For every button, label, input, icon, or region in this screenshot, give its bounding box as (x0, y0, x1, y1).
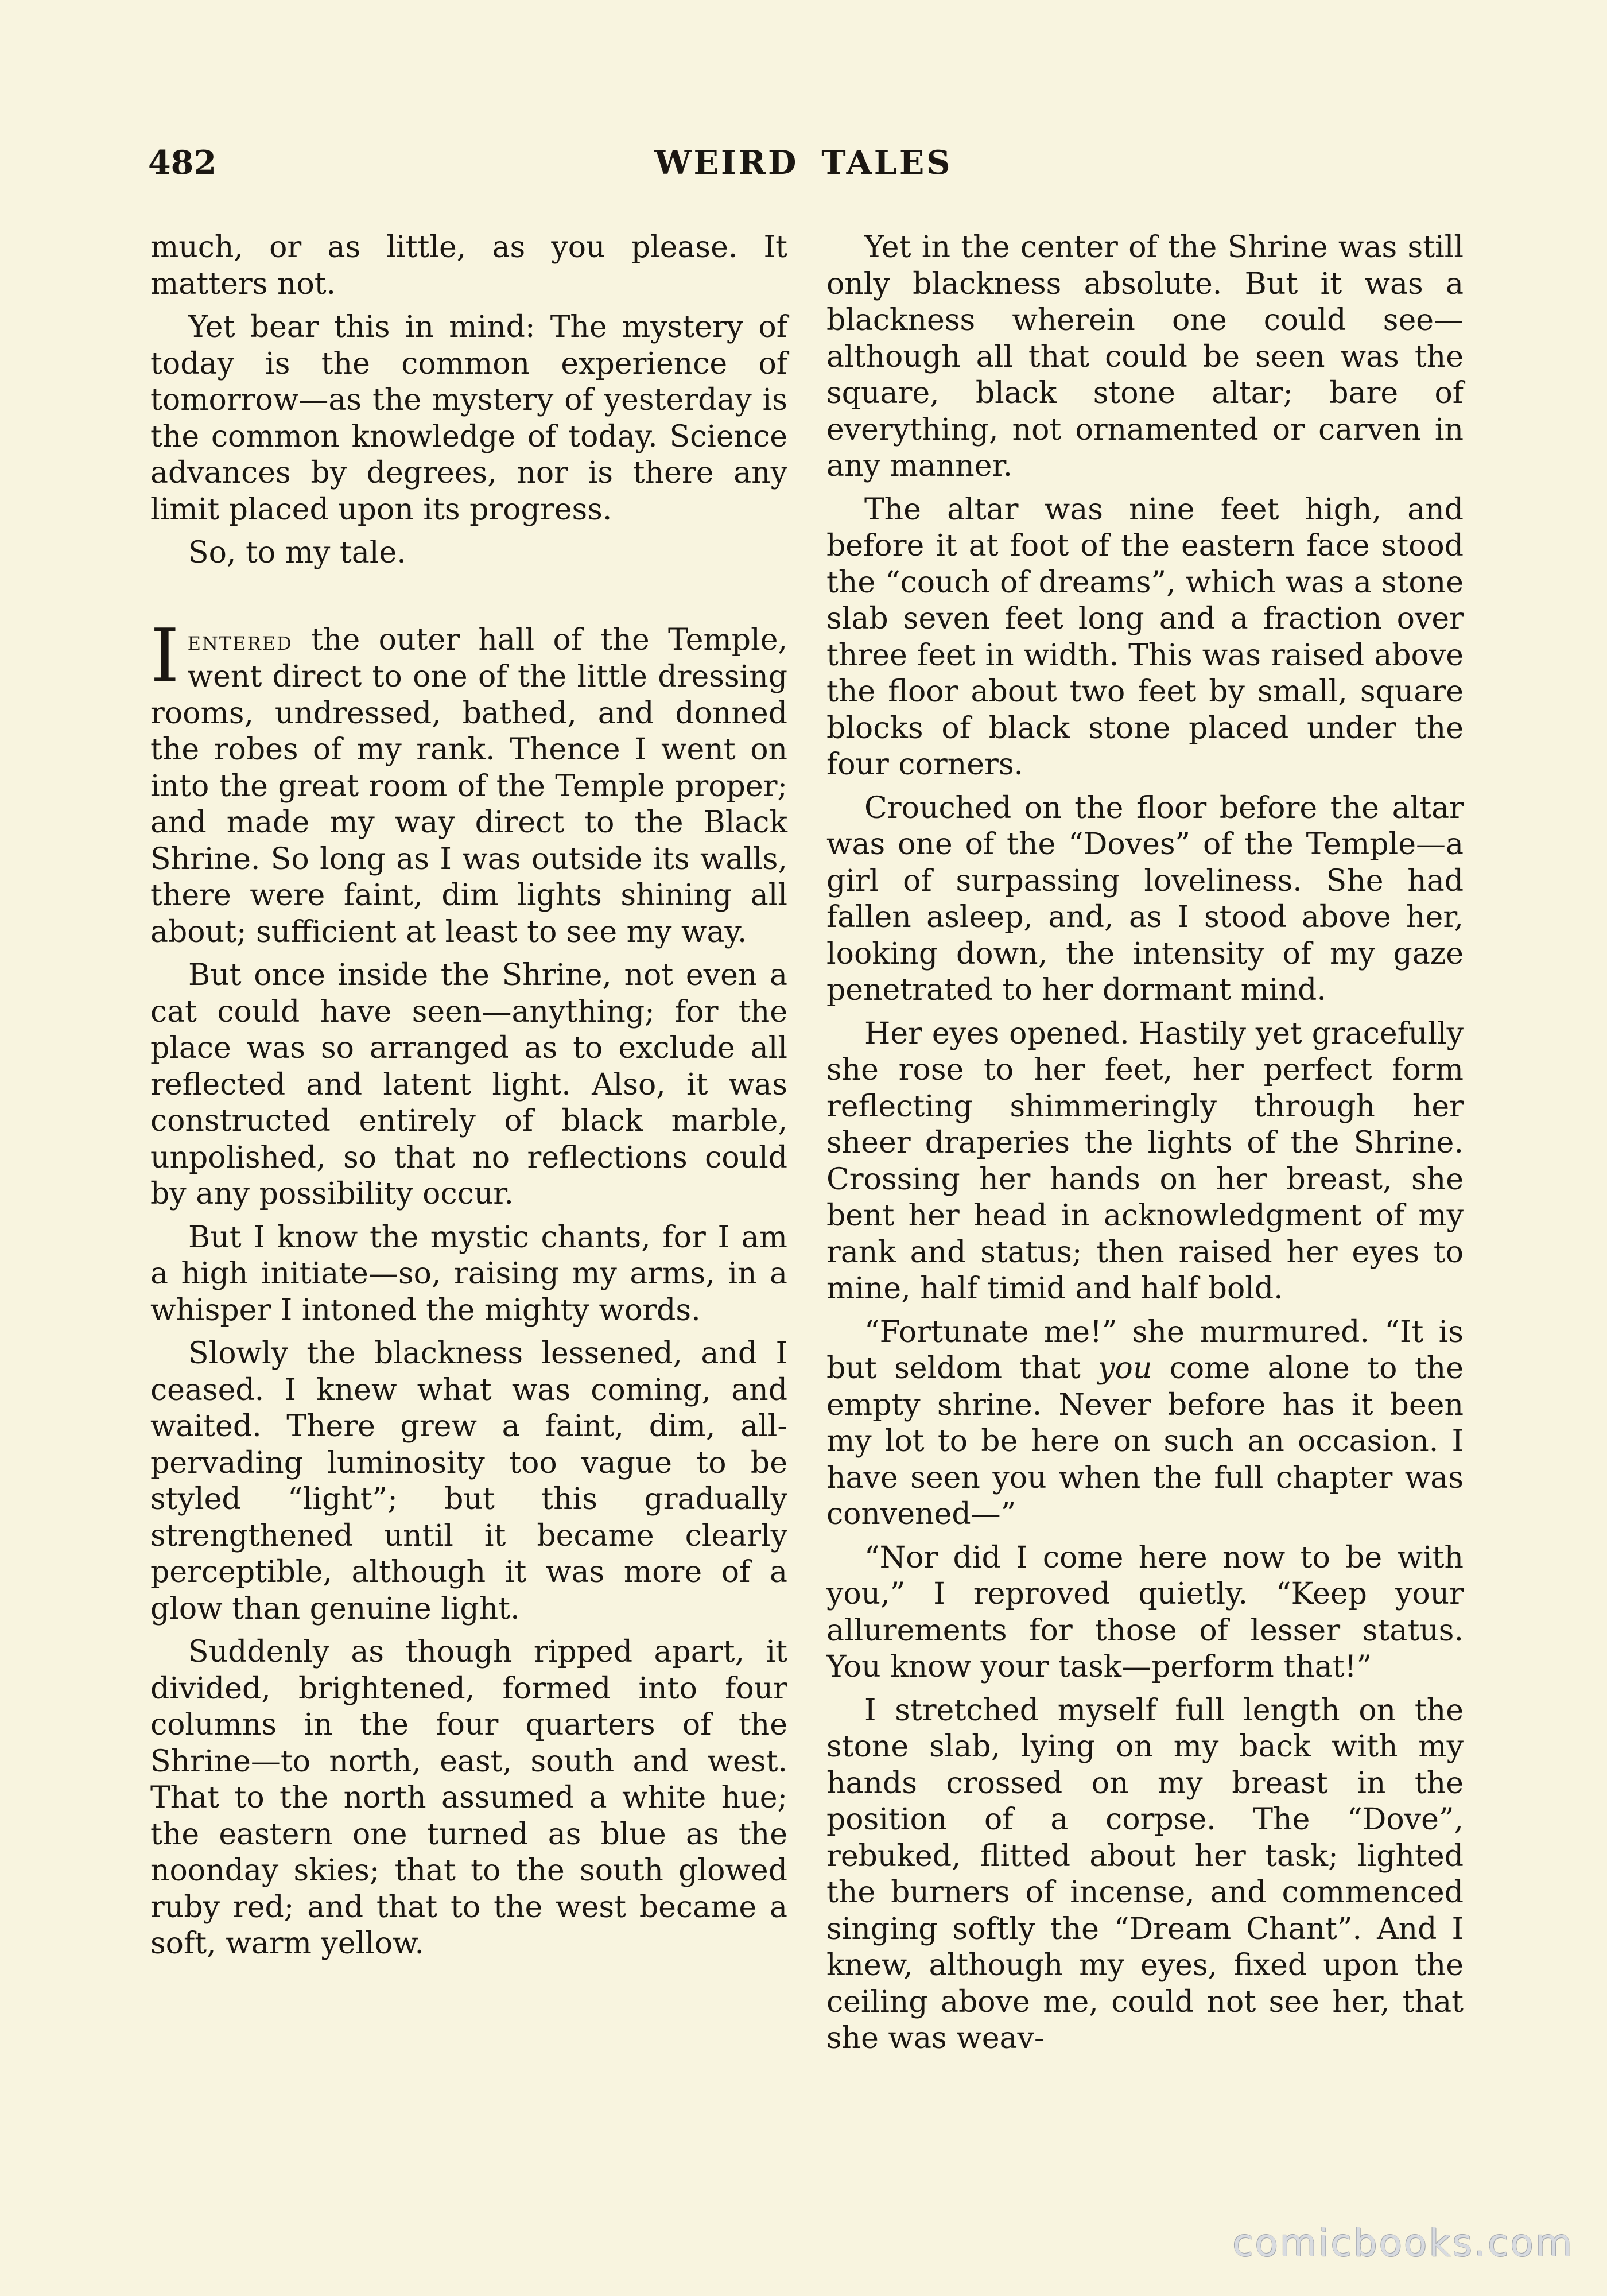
paragraph: So, to my tale. (188, 536, 406, 570)
dialogue-paragraph: “Nor did I come here now to be with you,” I reproved quietly. “Keep your allurements for those of lesser status. You know your task—perform that!” (826, 1540, 1464, 1684)
paragraph-text: “Fortunate me!” she murmured. “It is but seldom that (826, 1314, 1464, 1386)
section-opening-paragraph (150, 613, 787, 951)
running-head-title: WEIRD TALES (654, 144, 953, 182)
paragraph: Crouched on the floor before the altar was one of the “Doves” of the Temple—a girl of surpassing loveliness. She had fallen asleep, and, as I stood above her, looking down, the intensity of my gaze penetrated to her dormant mind. (826, 790, 1464, 1007)
dialogue-paragraph (826, 1314, 1464, 1533)
page-number: 482 (148, 144, 216, 182)
paragraph: Yet in the center of the Shrine was still only blackness absolute. But it was a blackness wherein one could see—although all that could be seen was the square, black stone altar; bare of everything, not ornamented or carven in any manner. (826, 230, 1464, 483)
paragraph: Slowly the blackness lessened, and I ceased. I knew what was coming, and waited. There grew a faint, dim, all-pervading luminosity too vague to be styled “light”; but this gradually strengthened until it became clearly perceptible, although it was more of a glow than genuine light. (150, 1336, 787, 1626)
paragraph-text: come alone to the empty shrine. Never before has it been my lot to be here on such an occasion. I have seen you when the full chapter was convened—” (826, 1351, 1464, 1531)
drop-cap: I (150, 613, 180, 699)
paragraph: But once inside the Shrine, not even a cat could have seen—anything; for the place was so arranged as to exclude all reflected and latent light. Also, it was constructed entirely of black marble, unpolished, so that no reflections could by any possibility occur. (150, 958, 787, 1211)
paragraph: Suddenly as though ripped apart, it divided, brightened, formed into four columns in the four quarters of the Shrine—to north, east, south and west. That to the north assumed a white hue; the eastern one turned as blue as the noonday skies; that to the south glowed ruby red; and that to the west became a soft, warm yellow. (150, 1635, 787, 1961)
paragraph: Yet bear this in mind: The mystery of today is the common experience of tomorrow—as the mystery of yesterday is the common knowledge of today. Science advances by degrees, nor is there any limit placed upon its progress. (150, 310, 787, 527)
paragraph: Her eyes opened. Hastily yet gracefully she rose to her feet, her perfect form reflecting shimmeringly through her sheer draperies the lights of the Shrine. Crossing her hands on her breast, she bent her head in acknowledgment of my rank and status; then raised her eyes to mine, half timid and half bold. (826, 1016, 1464, 1306)
paragraph: I stretched myself full length on the stone slab, lying on my back with my hands crossed on my breast in the position of a corpse. The “Dove”, rebuked, flitted about her task; lighted the burners of incense, and commenced singing softly the “Dream Chant”. And I knew, although my eyes, fixed upon the ceiling above me, could not see her, that she was weav- (826, 1693, 1464, 2055)
paragraph: The altar was nine feet high, and before it at foot of the eastern face stood the “couch of dreams”, which was a stone slab seven feet long and a fraction over three feet in width. This was raised above the floor about two feet by small, square blocks of black stone placed under the four corners. (826, 492, 1464, 782)
small-caps-lead: entered (187, 625, 293, 656)
paragraph: much, or as little, as you please. It matters not. (150, 230, 787, 301)
emphasis-text: you (1098, 1351, 1152, 1386)
left-text-column (150, 230, 787, 1969)
watermark-logo: comicbooks.com (1232, 2221, 1574, 2265)
right-text-column (826, 230, 1464, 2064)
paragraph: But I know the mystic chants, for I am a high initiate—so, raising my arms, in a whisper I intoned the mighty words. (150, 1220, 787, 1328)
paragraph-text: the outer hall of the Temple, went direct to one of the little dressing rooms, undressed, bathed, and donned the robes of my rank. Thence I went on into the great room of the Temple proper; and made my way direct to the Black Shrine. So long as I was outside its walls, there were faint, dim lights shining all about; sufficient at least to see my way. (150, 622, 787, 949)
